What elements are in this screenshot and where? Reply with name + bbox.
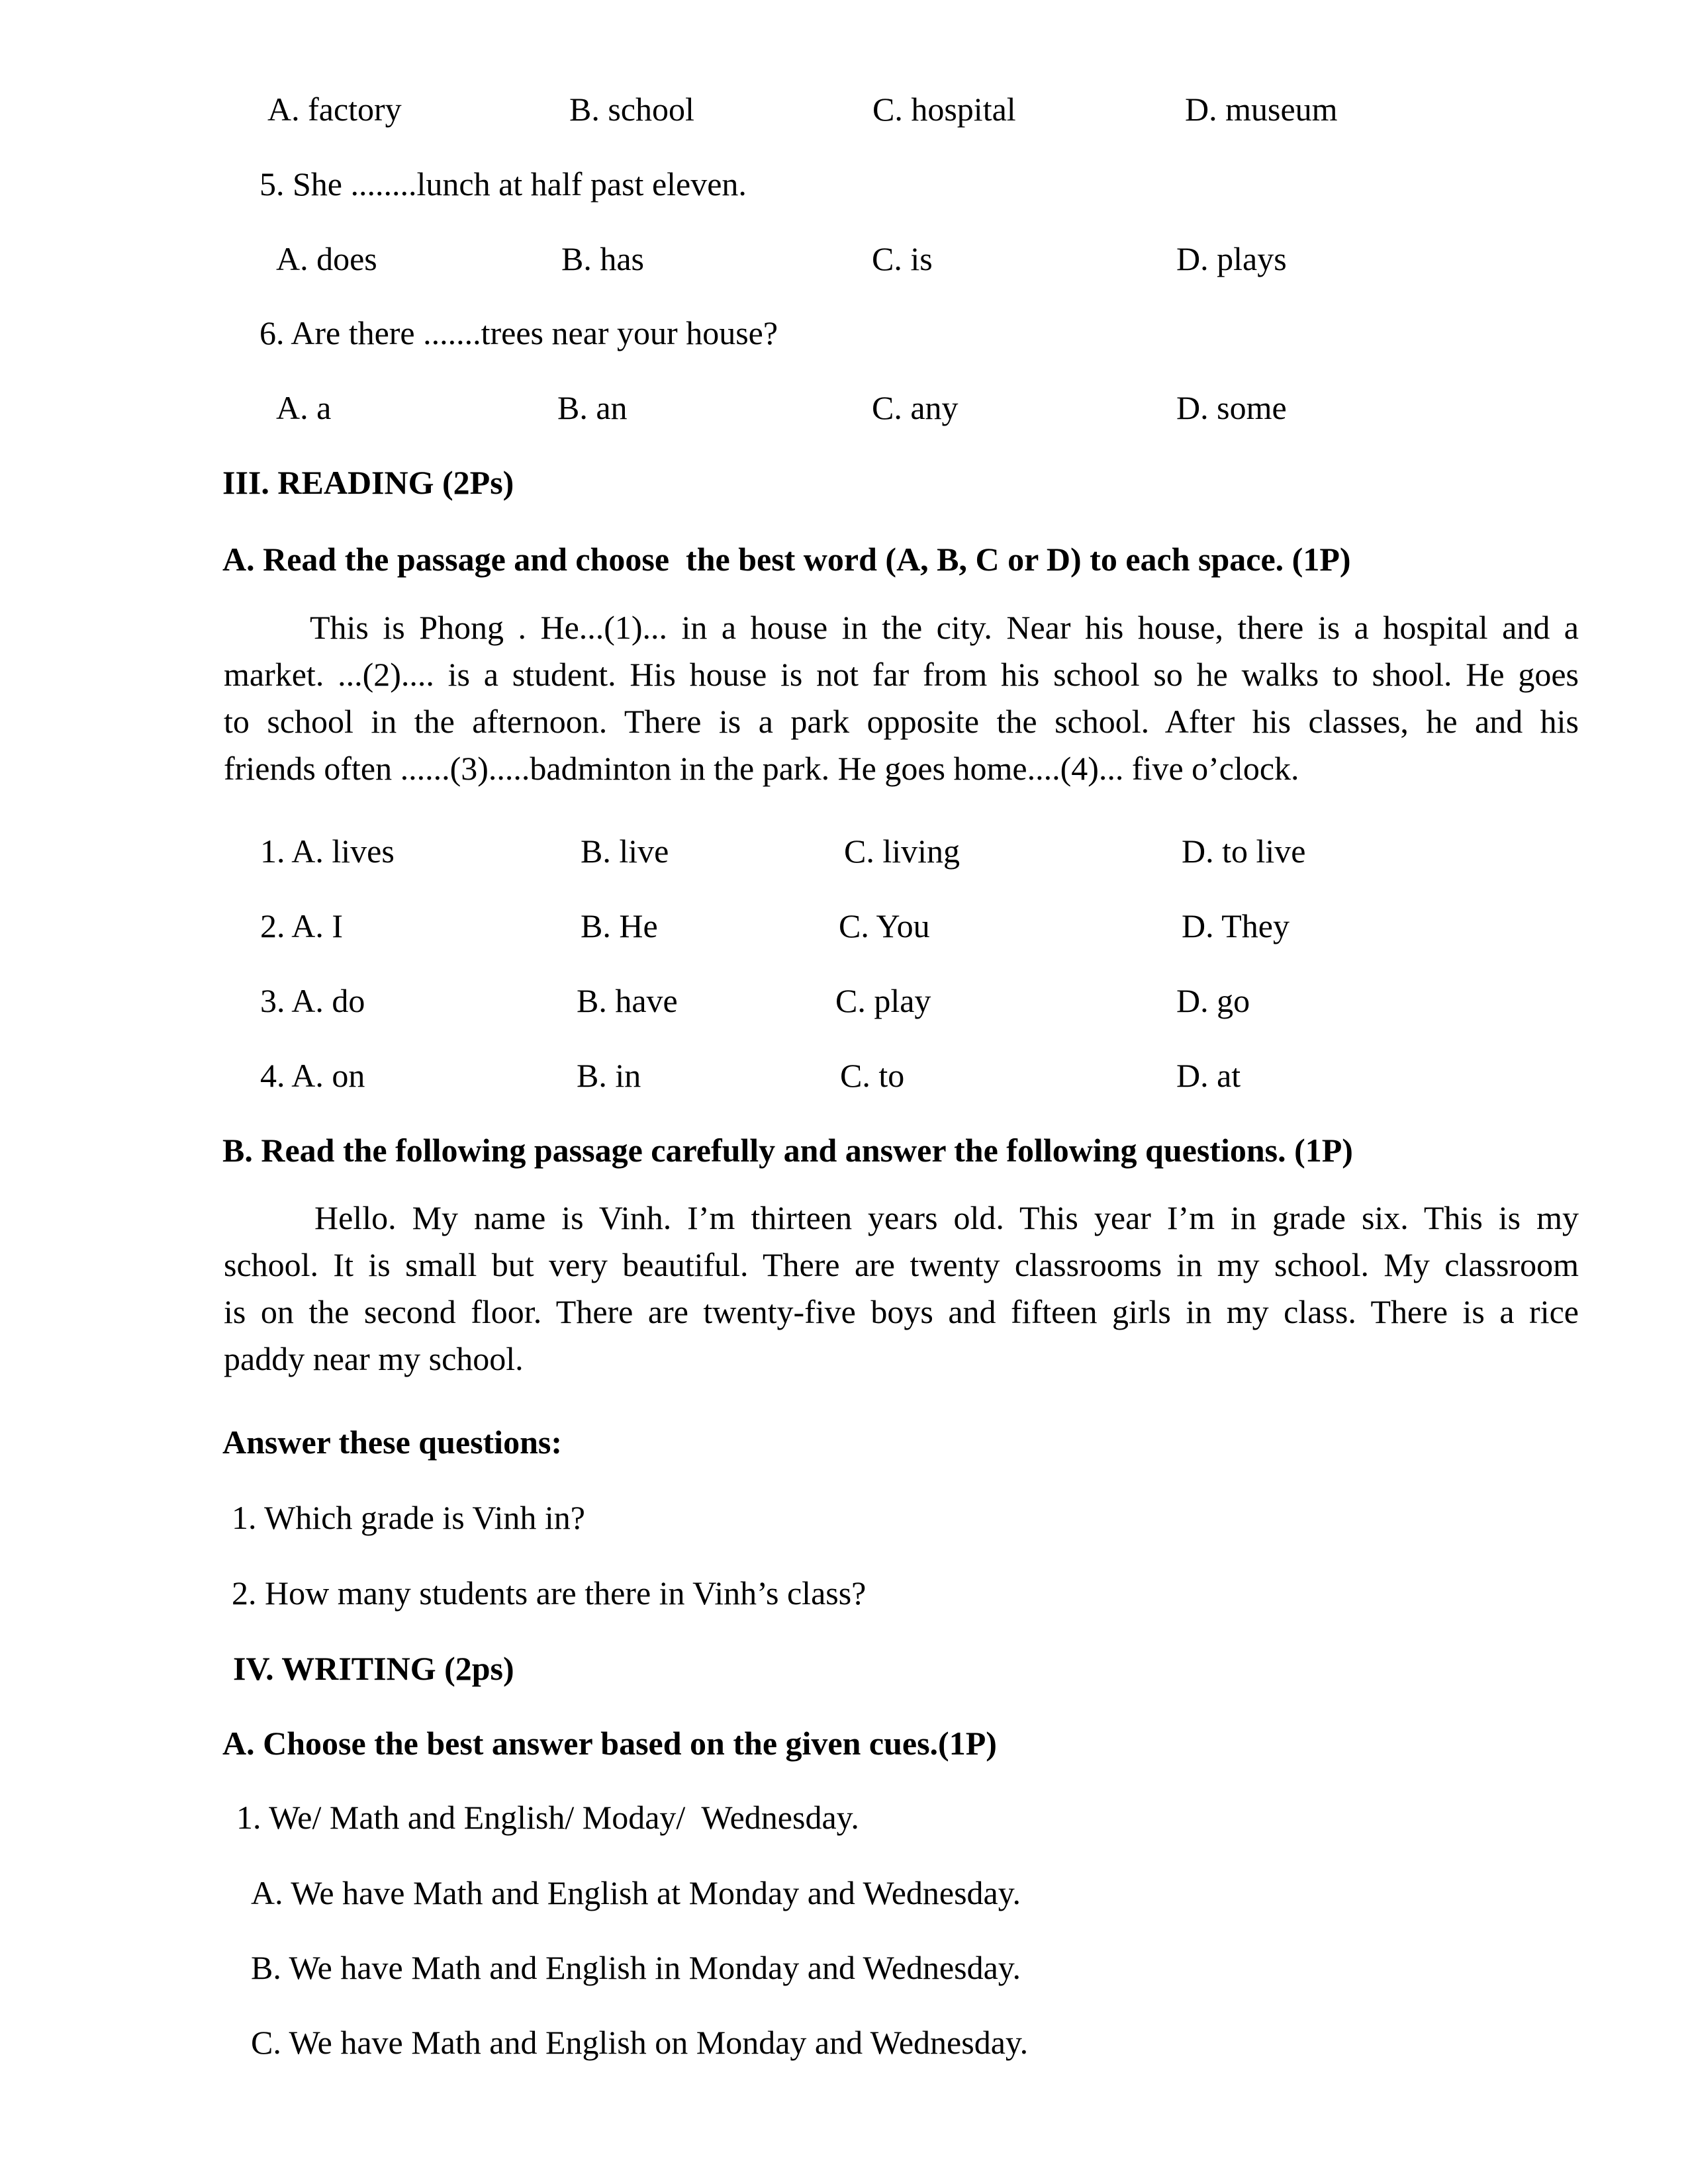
option-b: B. in: [577, 1057, 641, 1094]
reading-passage-b: [224, 1195, 1579, 1383]
comprehension-question-2: 2. How many students are there in Vinh’s class?: [232, 1574, 867, 1612]
option-b: B. an: [557, 389, 628, 426]
passage-line: market. ...(2).... is a student. His house is not far from his school so he walks to shool. He goes: [224, 656, 1579, 693]
question-number-option-a: 2. A. I: [260, 907, 343, 944]
option-a: A. does: [276, 240, 377, 277]
option-d: D. some: [1176, 389, 1287, 426]
comprehension-question-1: 1. Which grade is Vinh in?: [232, 1499, 585, 1536]
option-d: D. go: [1176, 982, 1250, 1019]
writing-question-1-cue: 1. We/ Math and English/ Moday/ Wednesday.: [236, 1799, 859, 1836]
passage-line: is on the second floor. There are twenty-five boys and fifteen girls in my class. There is a rice: [224, 1293, 1579, 1330]
questions-heading: Answer these questions:: [222, 1424, 562, 1461]
option-d: D. to live: [1182, 833, 1306, 870]
reading-passage-a: [224, 604, 1579, 792]
option-c: C. to: [840, 1057, 905, 1094]
option-b: B. We have Math and English in Monday and Wednesday.: [251, 1949, 1021, 1986]
option-b: B. has: [561, 240, 644, 277]
reading-part-b-instruction: B. Read the following passage carefully and answer the following questions. (1P): [222, 1132, 1353, 1169]
passage-line: paddy near my school.: [224, 1340, 524, 1377]
passage-line: friends often ......(3).....badminton in the park. He goes home....(4)... five o’clock.: [224, 750, 1299, 787]
option-c: C. living: [844, 833, 961, 870]
reading-section-heading: III. READING (2Ps): [222, 464, 514, 501]
passage-line: This is Phong . He...(1)... in a house in the city. Near his house, there is a hospital and a: [310, 609, 1579, 646]
question-number-option-a: 4. A. on: [260, 1057, 365, 1094]
question-number-option-a: 3. A. do: [260, 982, 365, 1019]
writing-section-heading: IV. WRITING (2ps): [233, 1650, 514, 1687]
passage-line: to school in the afternoon. There is a park opposite the school. After his classes, he and his: [224, 703, 1579, 740]
passage-line: Hello. My name is Vinh. I’m thirteen years old. This year I’m in grade six. This is my: [314, 1199, 1579, 1236]
reading-part-a-instruction: A. Read the passage and choose the best word (A, B, C or D) to each space. (1P): [222, 541, 1351, 578]
option-d: D. at: [1176, 1057, 1241, 1094]
option-d: D. plays: [1176, 240, 1287, 277]
writing-part-a-instruction: A. Choose the best answer based on the given cues.(1P): [222, 1725, 997, 1762]
option-d: D. museum: [1185, 91, 1338, 128]
option-b: B. live: [581, 833, 669, 870]
question-5-stem: 5. She ........lunch at half past eleven.: [259, 165, 747, 203]
option-c: C. You: [839, 907, 930, 944]
option-a: A. We have Math and English at Monday and Wednesday.: [251, 1874, 1021, 1911]
option-c: C. any: [872, 389, 959, 426]
question-number-option-a: 1. A. lives: [260, 833, 395, 870]
option-c: C. is: [872, 240, 933, 277]
option-c: C. We have Math and English on Monday and Wednesday.: [251, 2024, 1029, 2061]
option-b: B. have: [577, 982, 678, 1019]
option-a: A. a: [276, 389, 332, 426]
passage-line: school. It is small but very beautiful. There are twenty classrooms in my school. My classroom: [224, 1246, 1579, 1283]
option-c: C. hospital: [872, 91, 1016, 128]
option-d: D. They: [1182, 907, 1289, 944]
question-6-stem: 6. Are there .......trees near your house?: [259, 314, 778, 351]
option-a: A. factory: [267, 91, 402, 128]
option-c: C. play: [835, 982, 931, 1019]
option-b: B. school: [569, 91, 694, 128]
option-b: B. He: [581, 907, 658, 944]
